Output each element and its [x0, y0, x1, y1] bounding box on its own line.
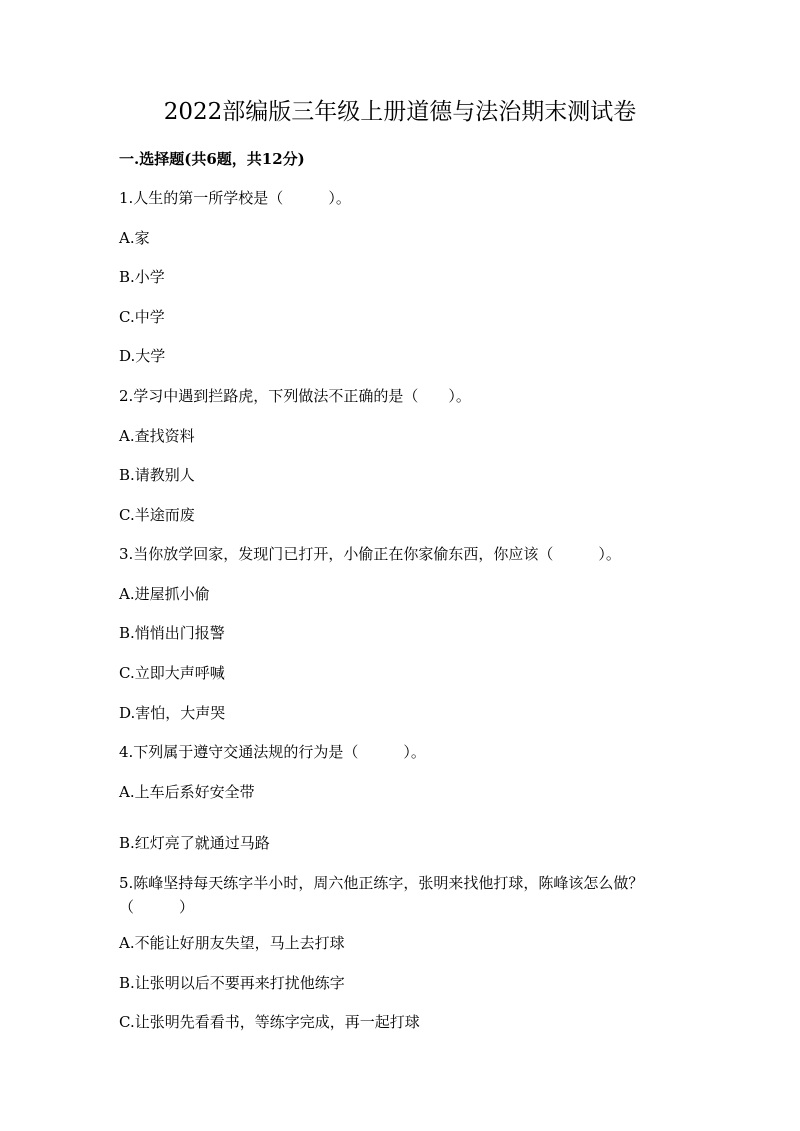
- answer-option: D.大学: [119, 347, 166, 365]
- answer-option: A.上车后系好安全带: [119, 783, 255, 801]
- question-stem: 2.学习中遇到拦路虎，下列做法不正确的是（ ）。: [119, 387, 471, 405]
- answer-option: B.红灯亮了就通过马路: [119, 834, 270, 852]
- question-stem: 1.人生的第一所学校是（ ）。: [119, 189, 351, 207]
- question-stem: 3.当你放学回家，发现门已打开，小偷正在你家偷东西，你应该（ ）。: [119, 545, 621, 563]
- answer-option: C.半途而废: [119, 506, 195, 524]
- document-title: 2022部编版三年级上册道德与法治期末测试卷: [163, 99, 637, 125]
- question-stem: 4.下列属于遵守交通法规的行为是（ ）。: [119, 743, 426, 761]
- answer-option: B.悄悄出门报警: [119, 624, 225, 642]
- section-heading: 一.选择题(共6题，共12分): [119, 150, 305, 168]
- answer-option: A.不能让好朋友失望，马上去打球: [119, 934, 345, 952]
- answer-option: A.进屋抓小偷: [119, 585, 210, 603]
- question-stem: 5.陈峰坚持每天练字半小时，周六他正练字，张明来找他打球，陈峰该怎么做？（ ）: [119, 874, 644, 916]
- answer-option: C.立即大声呼喊: [119, 664, 225, 682]
- answer-option: A.家: [119, 229, 150, 247]
- answer-option: B.小学: [119, 268, 165, 286]
- answer-option: C.中学: [119, 308, 165, 326]
- answer-option: A.查找资料: [119, 427, 195, 445]
- answer-option: C.让张明先看看书，等练字完成，再一起打球: [119, 1013, 420, 1031]
- answer-option: B.让张明以后不要再来打扰他练字: [119, 974, 345, 992]
- answer-option: B.请教别人: [119, 466, 195, 484]
- answer-option: D.害怕，大声哭: [119, 704, 226, 722]
